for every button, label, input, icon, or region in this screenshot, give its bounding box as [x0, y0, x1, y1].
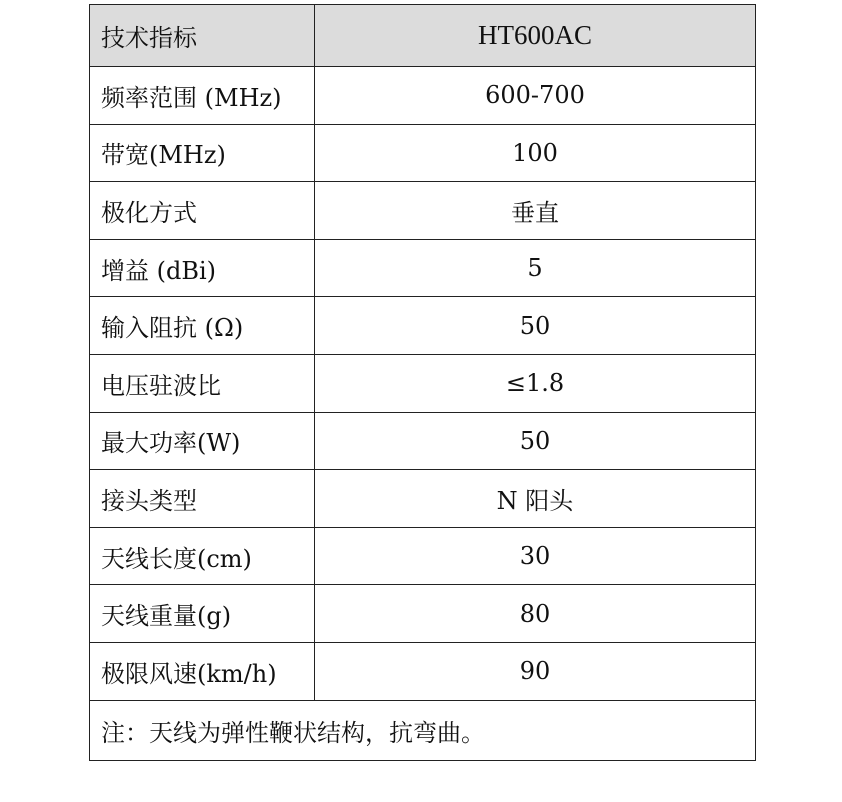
row-label-impedance: 输入阻抗 (Ω): [90, 297, 315, 355]
table-row: [90, 412, 756, 470]
row-label-bandwidth: 带宽(MHz): [90, 124, 315, 182]
table-row: [90, 67, 756, 125]
table-note: 注：天线为弹性鞭状结构，抗弯曲。: [90, 700, 756, 760]
header-model-cell: HT600AC: [315, 5, 756, 67]
row-label-length: 天线长度(cm): [90, 527, 315, 585]
row-value-connector: N 阳头: [315, 470, 756, 528]
row-label-wind-speed: 极限风速(km/h): [90, 642, 315, 700]
row-label-polarization: 极化方式: [90, 182, 315, 240]
row-label-weight: 天线重量(g): [90, 585, 315, 643]
row-value-length: 30: [315, 527, 756, 585]
row-value-polarization: 垂直: [315, 182, 756, 240]
table-row: [90, 527, 756, 585]
row-value-vswr: ≤1.8: [315, 354, 756, 412]
row-value-gain: 5: [315, 239, 756, 297]
row-value-wind-speed: 90: [315, 642, 756, 700]
row-value-impedance: 50: [315, 297, 756, 355]
table-row: [90, 124, 756, 182]
table-note-row: [90, 700, 756, 760]
spec-table: [89, 4, 756, 761]
row-value-bandwidth: 100: [315, 124, 756, 182]
table-row: [90, 354, 756, 412]
row-label-max-power: 最大功率(W): [90, 412, 315, 470]
header-label-cell: 技术指标: [90, 5, 315, 67]
table-row: [90, 239, 756, 297]
row-label-gain: 增益 (dBi): [90, 239, 315, 297]
table-row: [90, 297, 756, 355]
table-row: [90, 585, 756, 643]
row-label-connector: 接头类型: [90, 470, 315, 528]
table-row: [90, 642, 756, 700]
table-row: [90, 182, 756, 240]
table-header-row: [90, 5, 756, 67]
row-value-weight: 80: [315, 585, 756, 643]
row-label-vswr: 电压驻波比: [90, 354, 315, 412]
row-value-frequency-range: 600-700: [315, 67, 756, 125]
row-label-frequency-range: 频率范围 (MHz): [90, 67, 315, 125]
row-value-max-power: 50: [315, 412, 756, 470]
table-row: [90, 470, 756, 528]
